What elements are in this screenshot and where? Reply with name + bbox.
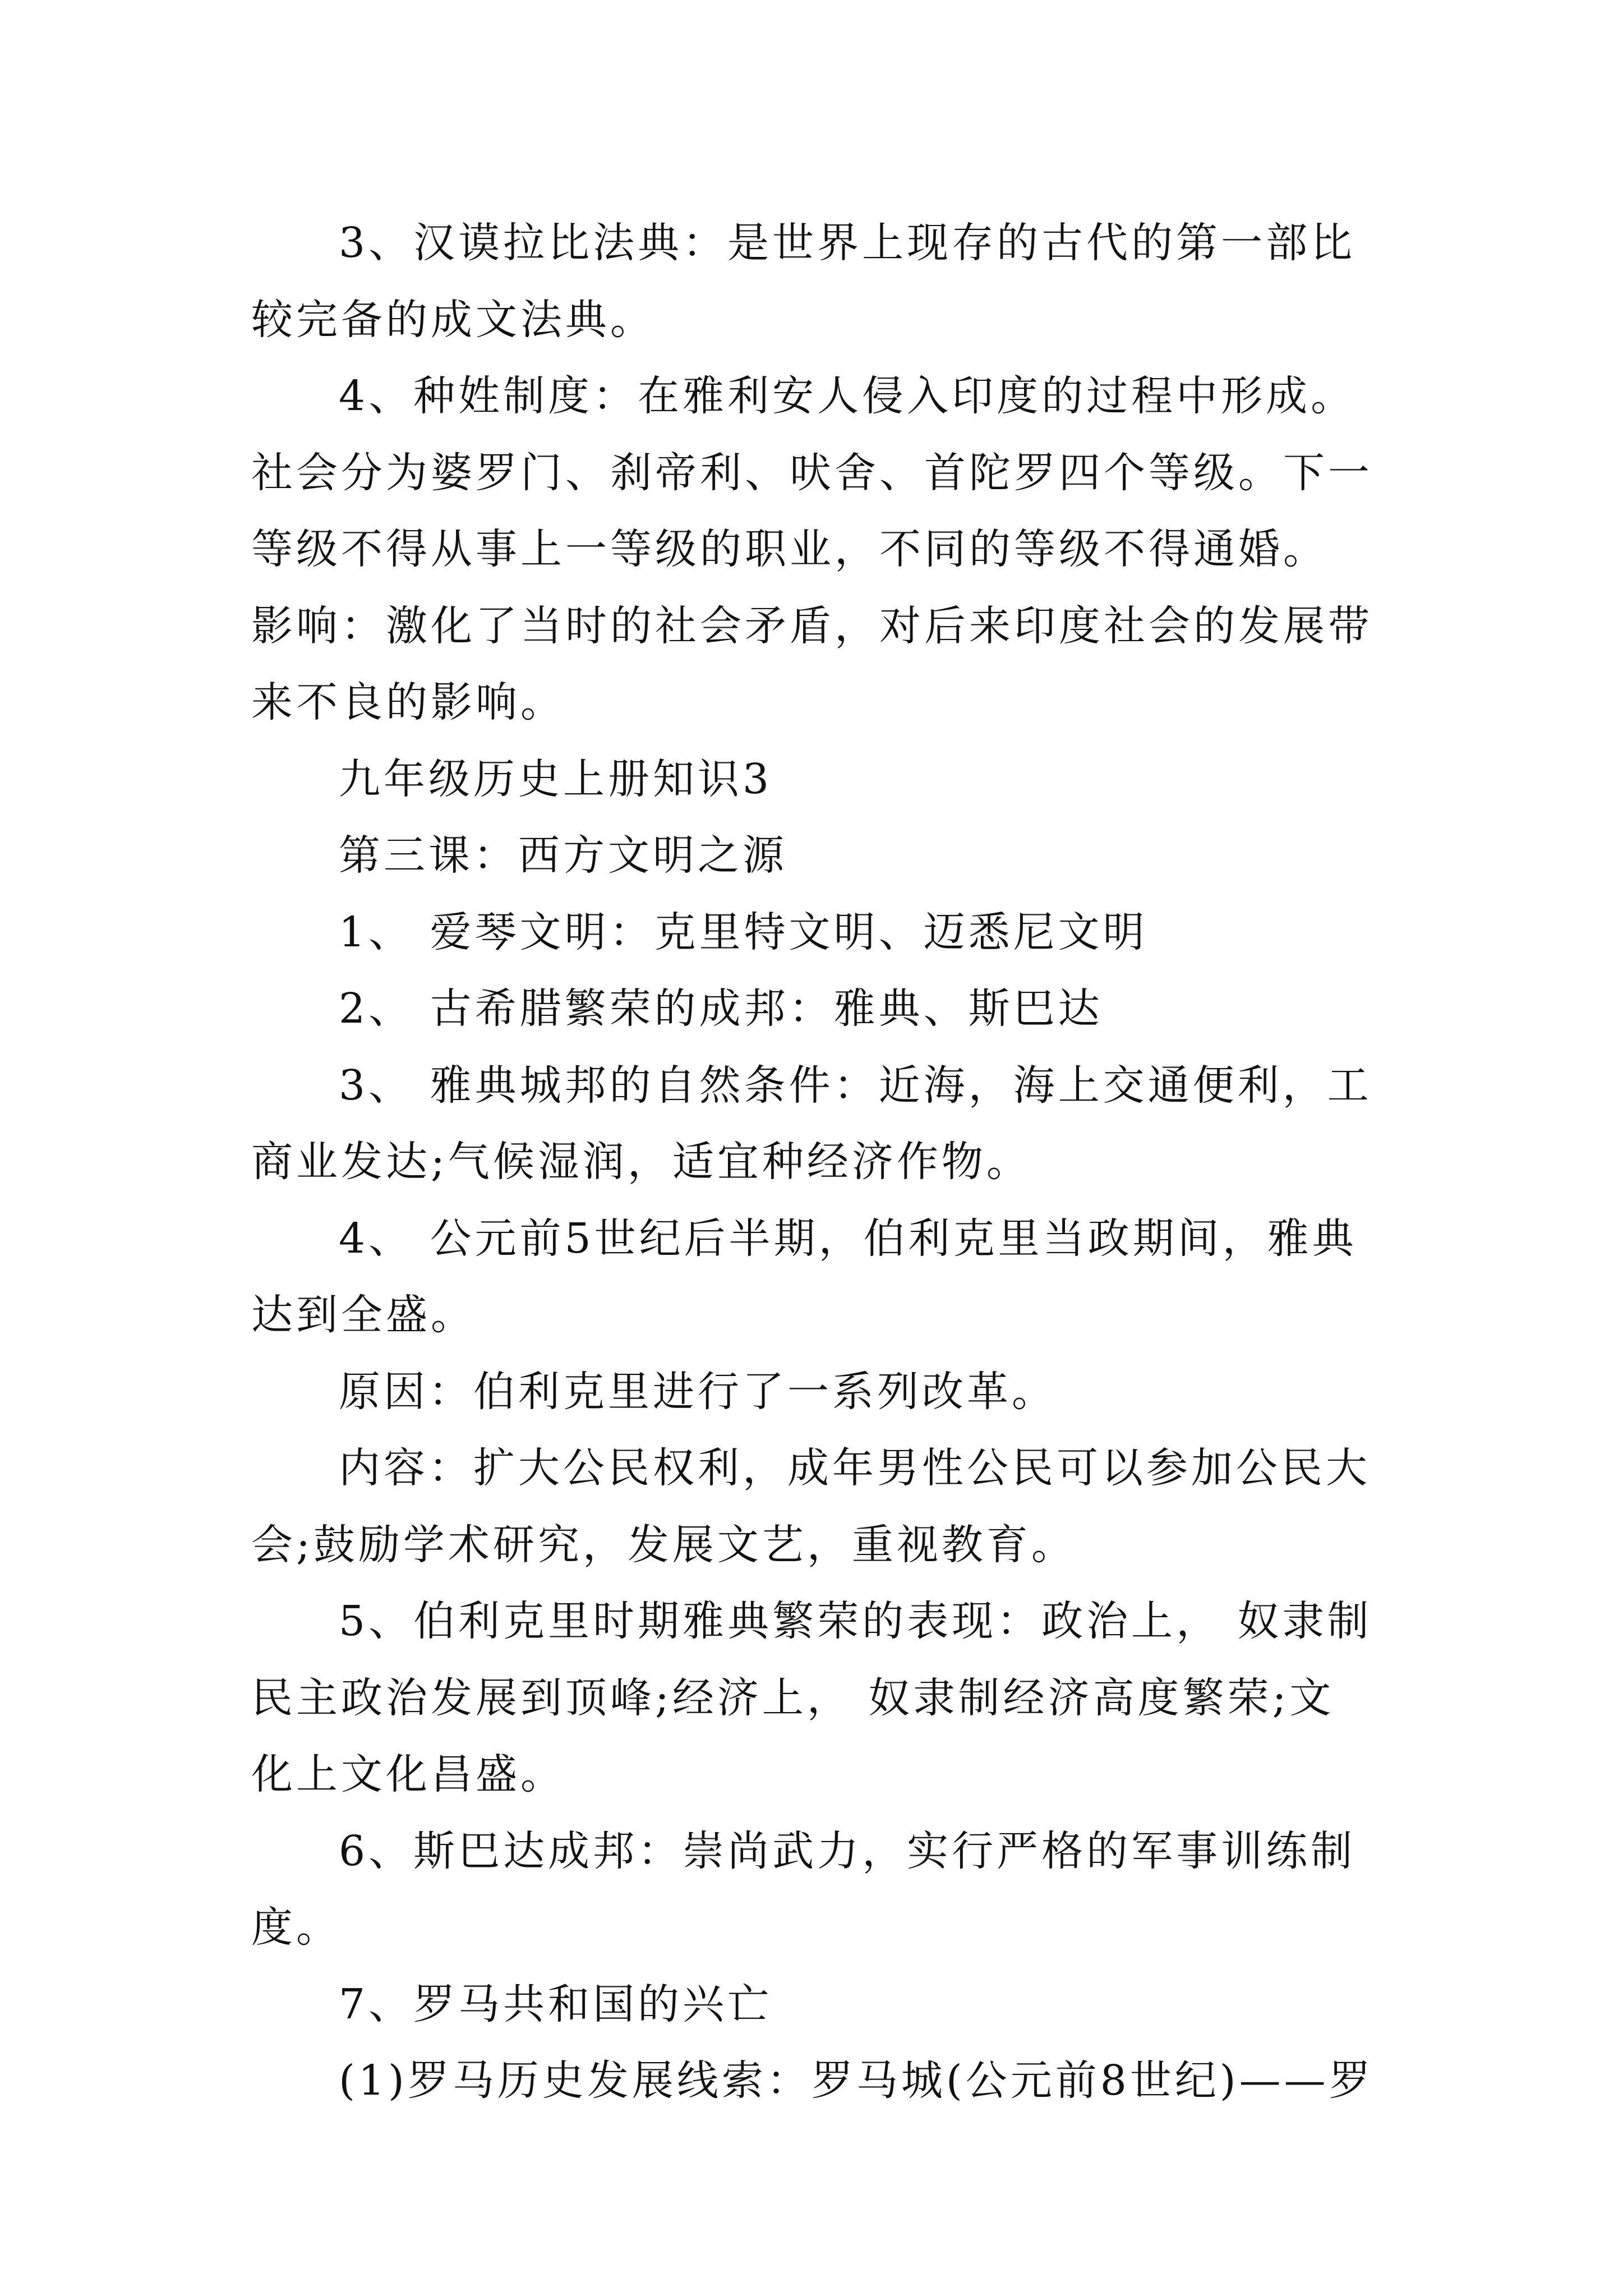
paragraph-athens-conditions: 3、 雅典城邦的自然条件：近海，海上交通便利，工商业发达;气候湿润，适宜种经济作物。 [251, 1061, 1372, 1186]
paragraph-greek-city-states: 2、 古希腊繁荣的成邦：雅典、斯巴达 [339, 984, 1103, 1033]
paragraph-roman-republic: 7、罗马共和国的兴亡 [339, 1980, 773, 2028]
paragraph-reform-content: 内容：扩大公民权利，成年男性公民可以参加公民大会;鼓励学术研究，发展文艺，重视教育。 [251, 1444, 1371, 1569]
paragraph-aegean-civilization: 1、 爱琴文明：克里特文明、迈悉尼文明 [339, 908, 1148, 956]
paragraph-hammurabi-code: 3、汉谟拉比法典：是世界上现存的古代的第一部比较完备的成文法典。 [251, 219, 1356, 344]
paragraph-reform-cause: 原因：伯利克里进行了一系列改革。 [339, 1367, 1057, 1416]
paragraph-athens-prosperity: 5、伯利克里时期雅典繁荣的表现：政治上， 奴隶制民主政治发展到顶峰;经济上， 奴隶制经济高度繁荣;文化上文化昌盛。 [251, 1597, 1372, 1798]
paragraph-caste-system: 4、种姓制度：在雅利安人侵入印度的过程中形成。社会分为婆罗门、刹帝利、吠舍、首陀罗四个等级。下一等级不得从事上一等级的职业，不同的等级不得通婚。 影响：激化了当时的社会矛盾，对后来印度社会的发展带来不良的影响。 [251, 372, 1373, 726]
document-body [251, 205, 1378, 2119]
paragraph-sparta: 6、斯巴达成邦：崇尚武力，实行严格的军事训练制度。 [251, 1826, 1356, 1952]
paragraph-athens-peak: 4、 公元前5世纪后半期，伯利克里当政期间，雅典达到全盛。 [251, 1214, 1357, 1339]
paragraph-rome-timeline: (1)罗马历史发展线索：罗马城(公元前8世纪)——罗 [339, 2056, 1374, 2105]
lesson-title: 第三课：西方文明之源 [339, 831, 787, 880]
section-heading: 九年级历史上册知识3 [339, 754, 773, 803]
